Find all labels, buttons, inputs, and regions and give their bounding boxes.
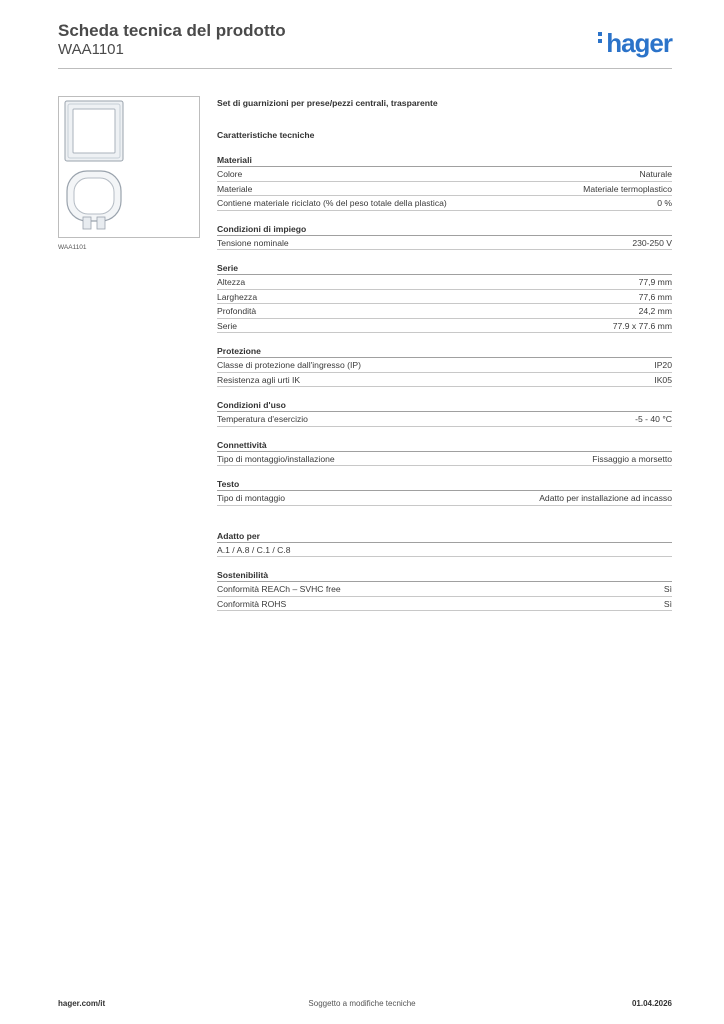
spec-value: 77.9 x 77.6 mm — [612, 320, 672, 331]
spec-row — [217, 304, 672, 319]
group-title: Materiali — [217, 154, 672, 167]
spec-section-title: Caratteristiche tecniche — [217, 130, 315, 140]
spec-row — [217, 543, 672, 558]
image-caption: WAA1101 — [58, 244, 87, 251]
spec-label: Materiale — [217, 183, 253, 194]
product-image — [58, 96, 200, 238]
footer-date: 01.04.2026 — [631, 999, 672, 1008]
gasket-illustration — [59, 97, 199, 237]
spec-value: Sì — [663, 584, 672, 594]
spec-row — [217, 236, 672, 251]
spec-row — [217, 290, 672, 305]
spec-value: Materiale termoplastico — [583, 183, 672, 194]
spec-label: Colore — [217, 169, 243, 179]
group-serie — [217, 262, 672, 333]
spec-value: 0 % — [657, 198, 672, 208]
spec-value: Fissaggio a morsetto — [592, 453, 672, 464]
document-title: Scheda tecnica del prodotto — [58, 21, 286, 40]
spec-row — [217, 275, 672, 290]
spec-row — [217, 319, 672, 334]
spec-value: 77,9 mm — [638, 277, 672, 287]
spec-label: Conformità REACh – SVHC free — [217, 584, 341, 594]
spec-label: Altezza — [217, 277, 246, 287]
footer-website-link[interactable]: hager.com/it — [58, 999, 106, 1008]
group-condizioni-impiego — [217, 223, 672, 251]
spec-row — [217, 373, 672, 388]
group-materiali — [217, 154, 672, 211]
spec-value: Adatto per installazione ad incasso — [539, 493, 672, 503]
spec-label: Tipo di montaggio/installazione — [217, 453, 335, 464]
logo-text: hager — [606, 28, 672, 58]
spec-label: Temperatura d'esercizio — [217, 414, 308, 424]
spec-row — [217, 167, 672, 182]
product-description: Set di guarnizioni per prese/pezzi centrali, trasparente — [217, 98, 438, 108]
group-title: Condizioni di impiego — [217, 223, 672, 236]
group-testo — [217, 478, 672, 506]
spec-value: IP20 — [654, 360, 672, 370]
group-title: Condizioni d'uso — [217, 399, 672, 412]
spec-label: Larghezza — [217, 291, 258, 302]
group-title: Adatto per — [217, 530, 672, 543]
spec-label: Tensione nominale — [217, 237, 289, 248]
spec-content — [217, 96, 672, 611]
group-connettivita — [217, 439, 672, 467]
spec-value: Sì — [663, 598, 672, 609]
spec-value: 77,6 mm — [638, 291, 672, 302]
group-adatto-per — [217, 530, 672, 558]
group-title: Sostenibilità — [217, 569, 672, 582]
spec-value: 230-250 V — [632, 237, 672, 248]
spec-value: IK05 — [654, 374, 672, 385]
group-condizioni-uso — [217, 399, 672, 427]
spec-row — [217, 196, 672, 211]
group-sostenibilita — [217, 569, 672, 611]
spec-value: Naturale — [639, 169, 672, 179]
spec-row — [217, 412, 672, 427]
logo-dots-icon — [598, 32, 603, 46]
group-protezione — [217, 345, 672, 387]
spec-label: Profondità — [217, 306, 257, 316]
product-code: WAA1101 — [58, 41, 124, 58]
spec-row — [217, 491, 672, 506]
spec-row — [217, 358, 672, 373]
group-title: Testo — [217, 478, 672, 491]
spec-label: Serie — [217, 320, 238, 331]
group-title: Connettività — [217, 439, 672, 452]
spec-value: -5 - 40 °C — [635, 414, 672, 424]
spec-label: Contiene materiale riciclato (% del peso totale della plastica) — [217, 198, 447, 208]
spec-row — [217, 597, 672, 612]
spec-label: A.1 / A.8 / C.1 / C.8 — [217, 544, 291, 555]
spec-row — [217, 182, 672, 197]
spec-label: Classe di protezione dall'ingresso (IP) — [217, 360, 361, 370]
header-divider — [58, 68, 672, 69]
hager-logo — [598, 28, 672, 59]
footer-note: Soggetto a modifiche tecniche — [308, 999, 416, 1008]
spec-value: 24,2 mm — [638, 306, 672, 316]
spec-label: Conformità ROHS — [217, 598, 287, 609]
spec-label: Resistenza agli urti IK — [217, 374, 301, 385]
group-title: Serie — [217, 262, 672, 275]
spec-row — [217, 582, 672, 597]
spec-label: Tipo di montaggio — [217, 493, 285, 503]
group-title: Protezione — [217, 345, 672, 358]
spec-row — [217, 452, 672, 467]
